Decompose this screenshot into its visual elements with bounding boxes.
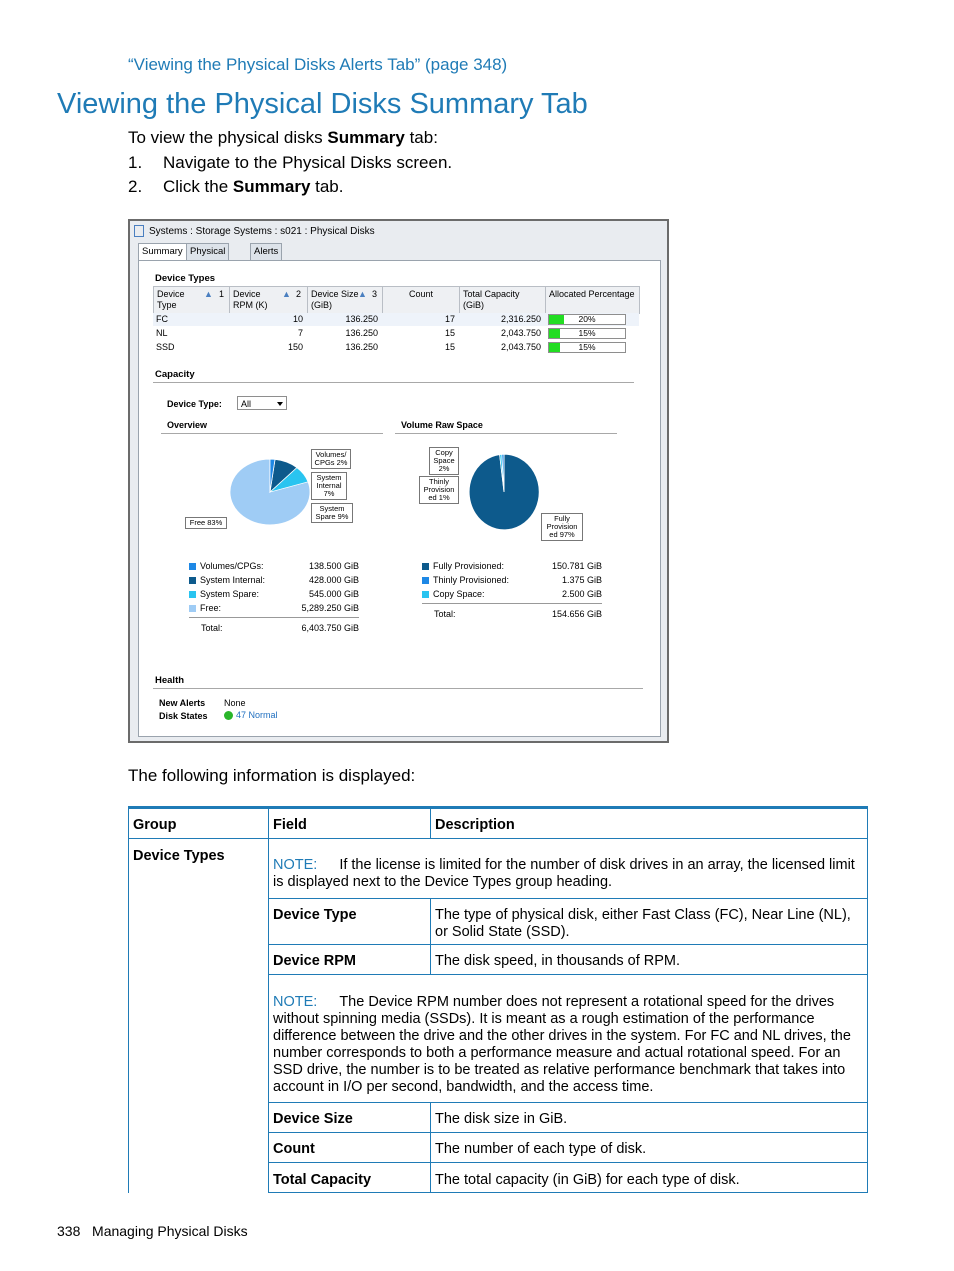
legend-item: System Internal: <box>189 575 265 585</box>
callout-thinly-provisioned: Thinly Provision ed 1% <box>419 476 459 504</box>
note-device-rpm: NOTE: The Device RPM number does not represent a rotational speed for the drives without spinning media (SSDs). It is meant as a rough estimation of the performance difference between the drive and the other drives in the system. For FC and NL drives, the number corresponds to both a performance measure and actual rotational speed. For an SSD drive, the number is to be treated as relative performance benchmark that takes into account in I/O per second, bandwidth, and the access time. <box>273 994 851 1095</box>
embedded-screenshot <box>128 219 669 743</box>
divider <box>153 382 634 383</box>
divider <box>161 433 383 434</box>
column-header-group: Group <box>133 817 177 833</box>
field-device-type: Device Type <box>273 907 357 923</box>
info-intro: The following information is displayed: <box>128 766 416 785</box>
step-number: 1. <box>128 153 143 172</box>
intro-text: To view the physical disks Summary tab: <box>128 128 438 147</box>
column-header-description: Description <box>435 817 515 833</box>
status-ok-icon <box>224 711 233 720</box>
callout-volumes: Volumes/ CPGs 2% <box>311 449 351 469</box>
table-row[interactable]: FC 10 136.250 17 2,316.250 20% <box>153 313 639 326</box>
allocation-bar: 15% <box>548 328 626 339</box>
legend-swatch <box>189 605 196 612</box>
sort-up-icon: ▲ <box>282 289 291 299</box>
callout-free: Free 83% <box>185 517 227 529</box>
table-row[interactable]: SSD 150 136.250 15 2,043.750 15% <box>153 341 639 354</box>
field-device-rpm: Device RPM <box>273 953 357 969</box>
legend-swatch <box>189 591 196 598</box>
step-number: 2. <box>128 177 143 196</box>
legend-swatch <box>422 563 429 570</box>
table-header <box>153 286 640 314</box>
legend-item: Free: <box>189 603 221 613</box>
callout-system-internal: System Internal 7% <box>311 472 347 500</box>
new-alerts-label: New Alerts <box>159 698 206 708</box>
column-header-device-type[interactable]: Device Type ▲ 1 <box>154 287 230 313</box>
legend-item: Copy Space: <box>422 589 485 599</box>
step-text: Navigate to the Physical Disks screen. <box>163 153 453 172</box>
description-count: The number of each type of disk. <box>435 1141 647 1157</box>
column-header-count[interactable]: Count <box>383 287 460 313</box>
table-top-bar <box>128 806 868 809</box>
table-border <box>268 1102 868 1103</box>
legend-swatch <box>422 591 429 598</box>
divider <box>422 603 602 604</box>
field-count: Count <box>273 1141 315 1157</box>
volume-raw-space-pie-chart <box>463 454 545 530</box>
disk-states-label: Disk States <box>159 711 208 721</box>
field-total-capacity: Total Capacity <box>273 1172 372 1188</box>
divider <box>189 617 359 618</box>
column-header-device-rpm[interactable]: Device RPM (K) ▲ 2 <box>230 287 308 313</box>
device-type-label: Device Type: <box>167 399 222 409</box>
divider <box>395 433 617 434</box>
overview-pie-chart <box>229 457 311 527</box>
sort-up-icon: ▲ <box>204 289 213 299</box>
legend-swatch <box>422 577 429 584</box>
health-heading: Health <box>155 675 185 686</box>
cross-reference-link[interactable]: “Viewing the Physical Disks Alerts Tab” (page 348) <box>128 55 508 74</box>
tab-physical-disks[interactable]: Physical <box>186 243 229 261</box>
capacity-heading: Capacity <box>155 369 195 380</box>
legend-item: Volumes/CPGs: <box>189 561 264 571</box>
callout-copy-space: Copy Space 2% <box>429 447 459 475</box>
page-number: 338 <box>57 1223 81 1239</box>
description-device-size: The disk size in GiB. <box>435 1111 568 1127</box>
note-license: NOTE: If the license is limited for the number of disk drives in an array, the licensed limit is displayed next to the Device Types group heading. <box>273 857 855 890</box>
legend-item: Thinly Provisioned: <box>422 575 509 585</box>
step-text: Click the Summary tab. <box>163 177 344 196</box>
table-row[interactable]: NL 7 136.250 15 2,043.750 15% <box>153 327 639 340</box>
sort-up-icon: ▲ <box>358 289 367 299</box>
storage-icon <box>134 225 144 237</box>
volume-raw-space-heading: Volume Raw Space <box>401 420 483 430</box>
table-border <box>268 898 868 899</box>
field-device-size: Device Size <box>273 1111 353 1127</box>
new-alerts-value: None <box>224 698 246 708</box>
description-device-type: The type of physical disk, either Fast Class (FC), Near Line (NL), or Solid State (SSD). <box>435 907 851 940</box>
overview-heading: Overview <box>167 420 208 430</box>
column-header-total-capacity[interactable]: Total Capacity (GiB) <box>460 287 546 313</box>
footer-section: Managing Physical Disks <box>92 1223 248 1239</box>
allocation-bar: 20% <box>548 314 626 325</box>
divider <box>153 688 643 689</box>
callout-fully-provisioned: Fully Provision ed 97% <box>541 513 583 541</box>
disk-states-link[interactable]: 47 Normal <box>224 710 278 720</box>
device-types-heading: Device Types <box>155 273 216 284</box>
legend-swatch <box>189 577 196 584</box>
summary-panel: Device Types Device Type ▲ 1 Device RPM (K) ▲ 2 Device Size (GiB) ▲ 3 Count Total Capacity (GiB) Allocated Percentage FC 10 136.250 17 2,316.250 20% NL 7 136.250 15 2,043.750 15% SSD 150 136.250 15 2,043.750 15% Capacity Device Type: All Overview Volume Raw Space Volumes/ CPGs 2% System Internal 7% System Spare 9% Free 83% Volumes/CPGs: 138.500 GiB System Internal: 428.000 GiB System Spare: 545.000 GiB Free: 5,289.250 GiB Total: 6,403.750 GiB Copy Space 2% Thinly Provision ed 1% Fully Provision ed 97% Fully Provisioned: 150.781 GiB Thinly Provisioned: 1.375 GiB Copy Space: 2.500 GiB Total: 154.656 GiB Health New Alerts None Disk States 47 Normal <box>138 260 661 737</box>
window <box>130 221 667 741</box>
allocation-bar: 15% <box>548 342 626 353</box>
page-footer <box>57 1223 248 1239</box>
legend-swatch <box>189 563 196 570</box>
window-titlebar: Systems : Storage Systems : s021 : Physical Disks <box>134 223 375 241</box>
table-border <box>867 809 868 1193</box>
column-header-allocated-percentage[interactable]: Allocated Percentage <box>549 289 635 299</box>
column-header-field: Field <box>273 817 307 833</box>
callout-system-spare: System Spare 9% <box>311 503 353 523</box>
tab-summary[interactable]: Summary <box>138 243 187 262</box>
legend-item: System Spare: <box>189 589 259 599</box>
legend-item: Fully Provisioned: <box>422 561 504 571</box>
description-total-capacity: The total capacity (in GiB) for each type of disk. <box>435 1172 740 1188</box>
tab-alerts[interactable]: Alerts <box>250 243 282 261</box>
page-title: Viewing the Physical Disks Summary Tab <box>57 88 588 120</box>
chevron-down-icon <box>277 402 283 406</box>
group-device-types: Device Types <box>133 848 225 864</box>
description-device-rpm: The disk speed, in thousands of RPM. <box>435 953 681 969</box>
device-type-select[interactable]: All <box>237 396 287 410</box>
column-header-device-size[interactable]: Device Size (GiB) ▲ 3 <box>308 287 383 313</box>
